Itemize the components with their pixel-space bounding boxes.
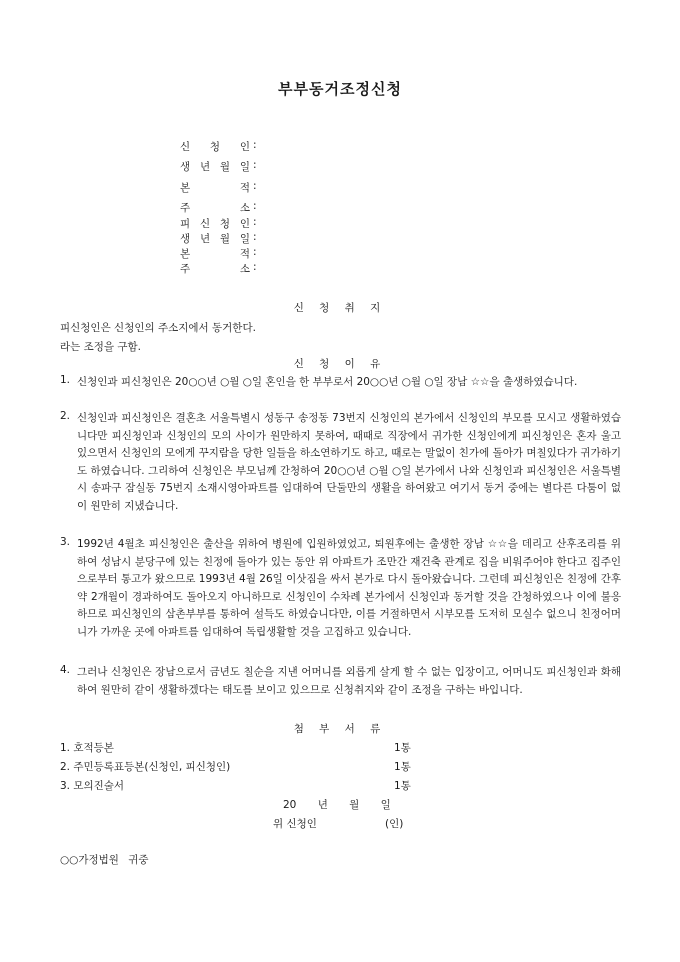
field-label-respondent-domicile: 본 적	[180, 248, 250, 260]
reason-paragraph: 그러나 신청인은 장남으로서 금년도 칠순을 지낸 어머니를 외롭게 살게 할 수 없는 입장이고, 어머니도 피신청인과 화해하여 원만히 같이 생활하겠다는 태도를 보이고 있으므로 신청취지와 같이 조정을 구하는 바입니다.	[77, 666, 621, 696]
attachment-count: 1통	[394, 742, 411, 754]
reason-paragraph: 신청인과 피신청인은 결혼초 서울특별시 성동구 송정동 73번지 신청인의 본가에서 신청인의 부모를 모시고 생활하였습니다만 피신청인과 신청인의 모의 사이가 원만하지 못하여, 때때로 직장에서 귀가한 신청인에게 피신청인은 혼자 울고 있으면서 신청인의 모에게 꾸지람을 당한 일들을 하소연하기도 하고, 때로는 말없이 친가에 돌아가 며칠있다가 귀가하기도 하였습니다. 그리하여 신청인은 부모님께 간청하여 20○○년 ○월 ○일 본가에서 나와 신청인과 피신청인은 서울특별시 송파구 잠실동 75번지 소재시영아파트를 임대하여 단둘만의 생활을 하여왔고 여기서 동거 중에는 별다른 다툼이 없이 원만히 지냈습니다.	[77, 412, 621, 512]
seal-mark: (인)	[385, 818, 404, 830]
attachment-count: 1통	[394, 780, 411, 792]
attachment-count: 1통	[394, 761, 411, 773]
field-colon: :	[253, 180, 257, 192]
field-colon: :	[253, 246, 257, 258]
signer-label: 위 신청인	[273, 818, 317, 830]
field-colon: :	[253, 159, 257, 171]
purpose-heading: 신 청 취 지	[293, 302, 387, 314]
field-label-address: 주 소	[180, 202, 250, 214]
field-colon: :	[253, 200, 257, 212]
field-label-applicant: 신 청 인	[180, 141, 250, 153]
attachments-heading: 첨 부 서 류	[293, 723, 387, 735]
attachment-item: 2. 주민등록표등본(신청인, 피신청인)	[60, 761, 231, 773]
reason-number: 4.	[60, 664, 71, 676]
purpose-line: 라는 조정을 구함.	[60, 341, 142, 353]
reason-number: 3.	[60, 536, 71, 548]
field-label-birthdate: 생 년 월 일	[180, 161, 250, 173]
reason-number: 2.	[60, 410, 71, 422]
field-colon: :	[253, 139, 257, 151]
reasons-heading: 신 청 이 유	[293, 358, 387, 370]
field-colon: :	[253, 261, 257, 273]
field-label-respondent-address: 주 소	[180, 263, 250, 275]
date-line: 20 년 월 일	[283, 799, 391, 811]
field-label-domicile: 본 적	[180, 182, 250, 194]
document-title: 부부동거조정신청	[278, 80, 402, 98]
reason-paragraph: 신청인과 피신청인은 20○○년 ○월 ○일 혼인을 한 부부로서 20○○년 ○월 ○일 장남 ☆☆을 출생하였습니다.	[77, 376, 578, 388]
purpose-line: 피신청인은 신청인의 주소지에서 동거한다.	[60, 322, 256, 334]
field-colon: :	[253, 216, 257, 228]
field-label-respondent: 피 신 청 인	[180, 218, 250, 230]
reason-paragraph: 1992년 4월초 피신청인은 출산을 위하여 병원에 입원하였었고, 퇴원후에는 출생한 장남 ☆☆을 데리고 산후조리를 위하여 성남시 분당구에 있는 친정에 돌아가 있는 동안 위 아파트가 조만간 재건축 관계로 집을 비워주어야 한다고 집주인으로부터 통고가 왔으므로 1993년 4월 26일 이삿짐을 싸서 본가로 다시 돌아왔습니다. 그런데 피신청인은 친정에 간후 약 2개월이 경과하여도 돌아오지 아니하므로 신청인이 수차례 본가에서 신청인과 동거할 것을 간청하였으나 이에 불응하므로 피신청인의 삼촌부부를 통하여 설득도 하였습니다만, 이를 거절하면서 시부모를 도저히 모실수 없으니 친정어머니가 가까운 곳에 아파트를 임대하여 독립생활할 것을 고집하고 있습니다.	[77, 538, 621, 638]
field-label-respondent-birthdate: 생 년 월 일	[180, 233, 250, 245]
reason-number: 1.	[60, 374, 71, 386]
attachment-item: 1. 호적등본	[60, 742, 114, 754]
field-colon: :	[253, 231, 257, 243]
court-addressee: ○○가정법원 귀중	[60, 854, 149, 866]
attachment-item: 3. 모의진술서	[60, 780, 125, 792]
